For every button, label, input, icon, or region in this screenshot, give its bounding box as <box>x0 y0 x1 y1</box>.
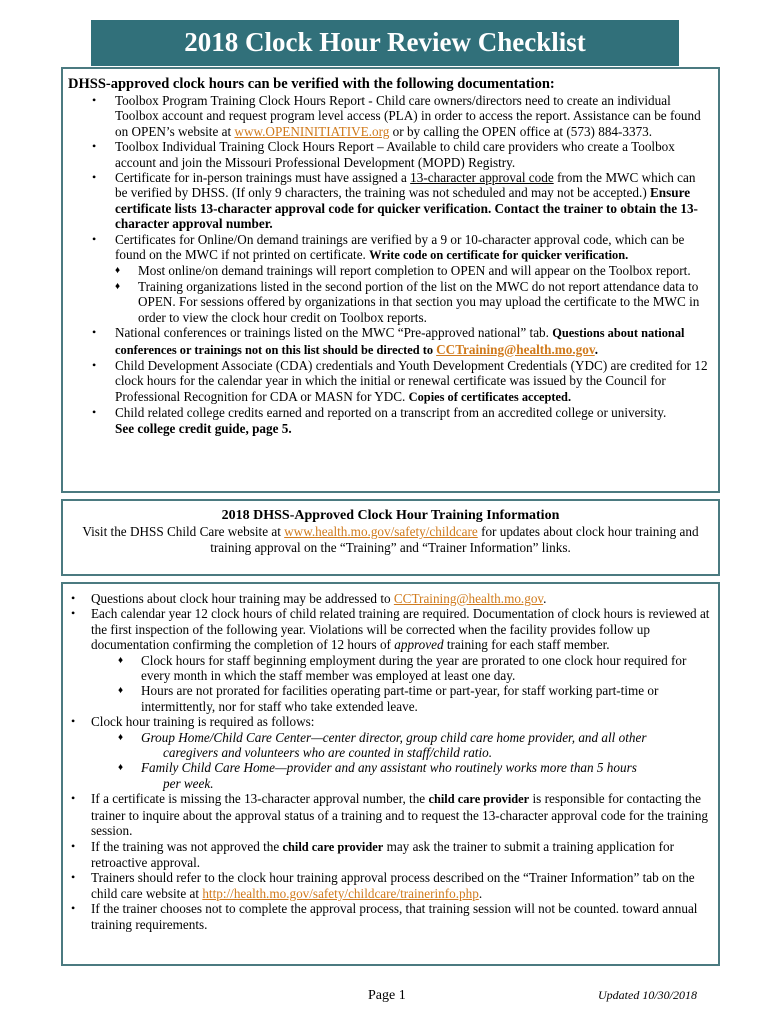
page-title: 2018 Clock Hour Review Checklist <box>91 20 679 66</box>
sub-list-item: ♦ Clock hours for staff beginning employment during the year are prorated to one clock hour required for every month in which the staff member was employed at least one day. <box>118 653 710 684</box>
list-item: • Child related college credits earned and reported on a transcript from an accredited college or university. See college credit guide, page 5. <box>68 405 710 436</box>
training-info-section <box>61 499 720 576</box>
training-info-title: 2018 DHSS-Approved Clock Hour Training Information <box>221 508 560 523</box>
list-item: • If the trainer chooses not to complete the approval process, that training session will not be counted. toward annual training requirements. <box>68 901 710 932</box>
cctraining-email-link[interactable]: CCTraining@health.mo.gov <box>393 591 544 606</box>
list-item: • Child Development Associate (CDA) credentials and Youth Development Credentials (YDC) are credited for 12 clock hours for the calendar year in which the initial or renewal certificate was issued by the Council for Professional Recognition for CDA or MASN for YDC. Copies of certificates accepted. <box>68 358 710 405</box>
documentation-heading: DHSS-approved clock hours can be verified with the following documentation: <box>68 76 555 92</box>
list-item: • Certificate for in-person trainings must have assigned a 13-character approval code from the MWC which can be verified by DHSS. (If only 9 characters, the training was not scheduled and may not be accepted.) Ensure certificate lists 13-character approval code for quicker verification. Contact the trainer to obtain the 13-character approval number. <box>68 170 710 232</box>
list-item: • Clock hour training is required as follows: ♦ Group Home/Child Care Center—center director, group child care home provider, and all other caregivers and volunteers who are counted in staff/child ratio. ♦ Family Child Care Home—provider and any assistant who routinely works more than 5 hours per week. <box>68 714 710 791</box>
list-item: • Toolbox Program Training Clock Hours Report - Child care owners/directors need to create an individual Toolbox account and request program level access (PLA) in order to access the report. Assistance can be found on OPEN’s website at www.OPENINITIATIVE.org or by calling the OPEN office at (573) 884-3373. <box>68 93 710 139</box>
list-item: • Each calendar year 12 clock hours of child related training are required. Documentation of clock hours is reviewed at the first inspection of the following year. Violations will be corrected when the facility provides follow up documentation confirming the completion of 12 hours of approved training for each staff member. ♦ Clock hours for staff beginning employment during the year are prorated to one clock hour required for every month in which the staff member was employed at least one day. ♦ Hours are not prorated for facilities operating part-time or part-year, for staff working part-time or intermittently, nor for staff who take extended leave. <box>68 606 710 714</box>
list-item: • Certificates for Online/On demand trainings are verified by a 9 or 10-character approval code, which can be found on the MWC if not printed on certificate. Write code on certificate for quicker verification. ♦ Most online/on demand trainings will report completion to OPEN and will appear on the Toolbox report. ♦ Training organizations listed in the second portion of the list on the MWC do not report attendance data to OPEN. For sessions offered by organizations in that section you may upload the certificate to the MWC in order to view the clock hour credit on Toolbox reports. <box>68 232 710 325</box>
list-item: • If a certificate is missing the 13-character approval number, the child care provider is responsible for contacting the trainer to inquire about the approval status of a training and to request the 13-character approval code for the training session. <box>68 791 710 838</box>
trainerinfo-link[interactable]: http://health.mo.gov/safety/childcare/trainerinfo.php <box>202 885 479 901</box>
list-item: • Trainers should refer to the clock hour training approval process described on the “Trainer Information” tab on the child care website at http://health.mo.gov/safety/childcare/trainerinfo.php. <box>68 870 710 901</box>
sub-list-item: ♦ Family Child Care Home—provider and any assistant who routinely works more than 5 hours per week. <box>118 760 710 791</box>
requirements-list <box>68 591 710 932</box>
documentation-section <box>61 67 720 493</box>
page-number: Page 1 <box>368 988 406 1003</box>
sub-list-item: ♦ Group Home/Child Care Center—center director, group child care home provider, and all other caregivers and volunteers who are counted in staff/child ratio. <box>118 730 710 761</box>
list-item: • National conferences or trainings listed on the MWC “Pre-approved national” tab. Questions about national conferences or trainings not on this list should be directed to CCTraining@health.mo.gov. <box>68 325 710 358</box>
list-item: • Toolbox Individual Training Clock Hours Report – Available to child care providers who create a Toolbox account and join the Missouri Professional Development (MOPD) Registry. <box>68 139 710 170</box>
training-info-text: Visit the DHSS Child Care website at www.health.mo.gov/safety/childcare for updates about clock hour training and training approval on the “Training” and “Trainer Information” links. <box>82 524 699 555</box>
required-sublist <box>118 730 710 792</box>
prorate-sublist <box>118 653 710 715</box>
sub-list-item: ♦ Most online/on demand trainings will report completion to OPEN and will appear on the Toolbox report. <box>115 263 710 278</box>
openinitiative-link[interactable]: www.OPENINITIATIVE.org <box>234 123 390 139</box>
sub-list-item: ♦ Hours are not prorated for facilities operating part-time or part-year, for staff working part-time or intermittently, nor for staff who take extended leave. <box>118 683 710 714</box>
childcare-website-link[interactable]: www.health.mo.gov/safety/childcare <box>284 524 478 539</box>
online-sublist <box>115 263 710 325</box>
requirements-section <box>61 582 720 966</box>
updated-date: Updated 10/30/2018 <box>598 988 697 1002</box>
sub-list-item: ♦ Training organizations listed in the second portion of the list on the MWC do not report attendance data to OPEN. For sessions offered by organizations in that section you may upload the certificate to the MWC in order to view the clock hour credit on Toolbox reports. <box>115 279 710 325</box>
list-item: • Questions about clock hour training may be addressed to CCTraining@health.mo.gov. <box>68 591 710 606</box>
cctraining-email-link[interactable]: CCTraining@health.mo.gov <box>436 341 595 357</box>
documentation-list <box>68 93 710 436</box>
list-item: • If the training was not approved the child care provider may ask the trainer to submit a training application for retroactive approval. <box>68 839 710 871</box>
